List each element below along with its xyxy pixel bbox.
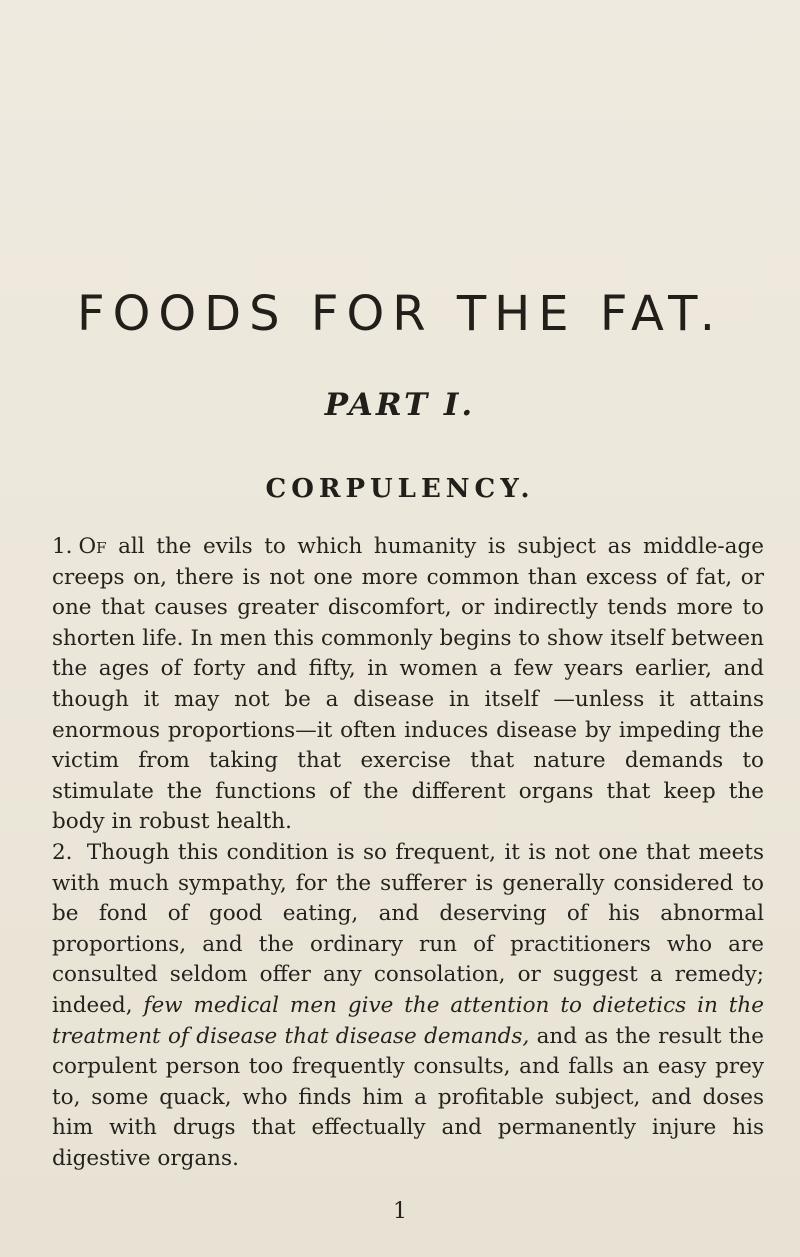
chapter-heading: CORPULENCY. bbox=[265, 474, 535, 504]
paragraph-text-continued: and as the result the corpulent person too frequently consults, and falls an easy prey to, some quack, who finds him a profitable subject, and doses him with drugs that effectually and permanently injure his digestive organs. bbox=[52, 1023, 764, 1171]
paragraph-italic-text: few medical men give the attention to dietetics in the treatment of disease that disease demands, bbox=[52, 992, 764, 1049]
page-number: 1 bbox=[393, 1199, 407, 1224]
body-text bbox=[52, 532, 764, 1174]
part-heading: PART I. bbox=[324, 387, 476, 423]
paragraph-text: all the evils to which humanity is subject as middle-age creeps on, there is not one more common than excess of fat, or one that causes greater discomfort, or indirectly tends more to shorten life. In men this commonly begins to show itself between the ages of forty and fifty, in women a few years earlier, and though it may not be a disease in itself —unless it attains enormous proportions—it often induces disease by impeding the victim from taking that exercise that nature demands to stimulate the functions of the different organs that keep the body in robust health. bbox=[52, 534, 764, 835]
paragraph-number: 1. bbox=[52, 534, 73, 559]
paragraph-1 bbox=[52, 532, 764, 838]
paragraph-lead-word: Of bbox=[78, 534, 107, 559]
paragraph-2 bbox=[52, 838, 764, 1175]
paragraph-text: Though this condition is so frequent, it is not one that meets with much sympathy, for the sufferer is generally considered to be fond of good eating, and deserving of his abnormal proportions, and the ordinary run of practitioners who are consulted seldom offer any consolation, or suggest a remedy; indeed, bbox=[52, 839, 764, 1018]
paragraph-number: 2. bbox=[52, 839, 73, 865]
book-title: FOODS FOR THE FAT. bbox=[76, 286, 724, 342]
